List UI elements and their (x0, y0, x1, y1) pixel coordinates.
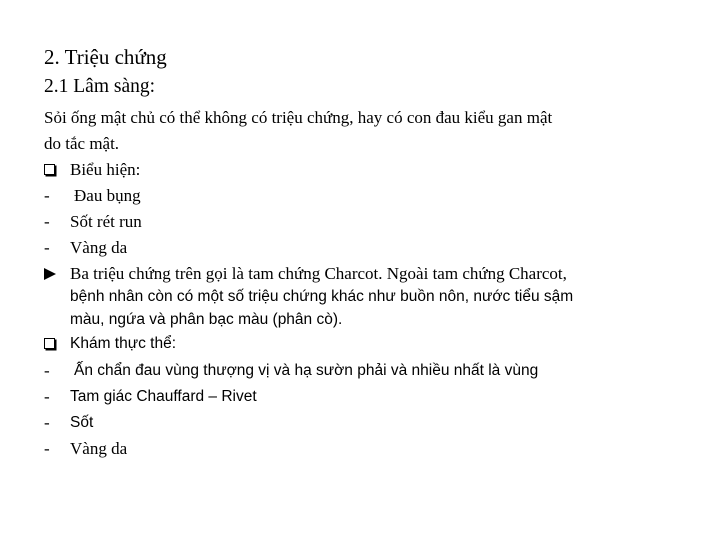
list-item-text: Ấn chẩn đau vùng thượng vị và hạ sườn phải và nhiều nhất là vùng (74, 362, 539, 379)
section-heading-text: Khám thực thể: (70, 335, 177, 352)
dash-bullet: - (44, 413, 50, 432)
dash-bullet: - (44, 238, 50, 257)
list-item-text: Sốt rét run (70, 212, 142, 231)
list-item-text: Vàng da (70, 439, 128, 458)
slide-subtitle: 2.1 Lâm sàng: (44, 76, 156, 97)
dash-bullet: - (44, 387, 50, 406)
arrow-item-line-1 (70, 264, 567, 284)
dash-bullet: - (44, 439, 50, 458)
arrow-bullet-icon (44, 264, 64, 285)
list-item-text: Đau bụng (74, 186, 141, 205)
list-item-text: Sốt (70, 414, 94, 431)
slide-title: 2. Triệu chứng (44, 45, 167, 69)
dash-bullet: - (44, 361, 50, 380)
checkbox-bullet-icon (44, 160, 64, 180)
list-item-text: Tam giác Chauffard – Rivet (70, 388, 257, 405)
dash-bullet: - (44, 186, 50, 205)
intro-line-1: Sỏi ống mật chủ có thể không có triệu chứng, hay có con đau kiểu gan mật (44, 108, 553, 127)
dash-bullet: - (44, 212, 50, 231)
list-item-text: Vàng da (70, 238, 128, 257)
intro-line-2: do tắc mật. (44, 134, 120, 153)
arrow-item-line-1-text: Ba triệu chứng trên gọi là tam chứng Charcot. Ngoài tam chứng Charcot, (70, 264, 567, 283)
section-heading-text: Biểu hiện: (70, 160, 141, 179)
arrow-item-line-2: bệnh nhân còn có một số triệu chứng khác như buồn nôn, nước tiểu sậm (70, 288, 574, 305)
arrow-item-line-3: màu, ngứa và phân bạc màu (phân cò). (70, 311, 343, 328)
checkbox-bullet-icon (44, 334, 64, 354)
